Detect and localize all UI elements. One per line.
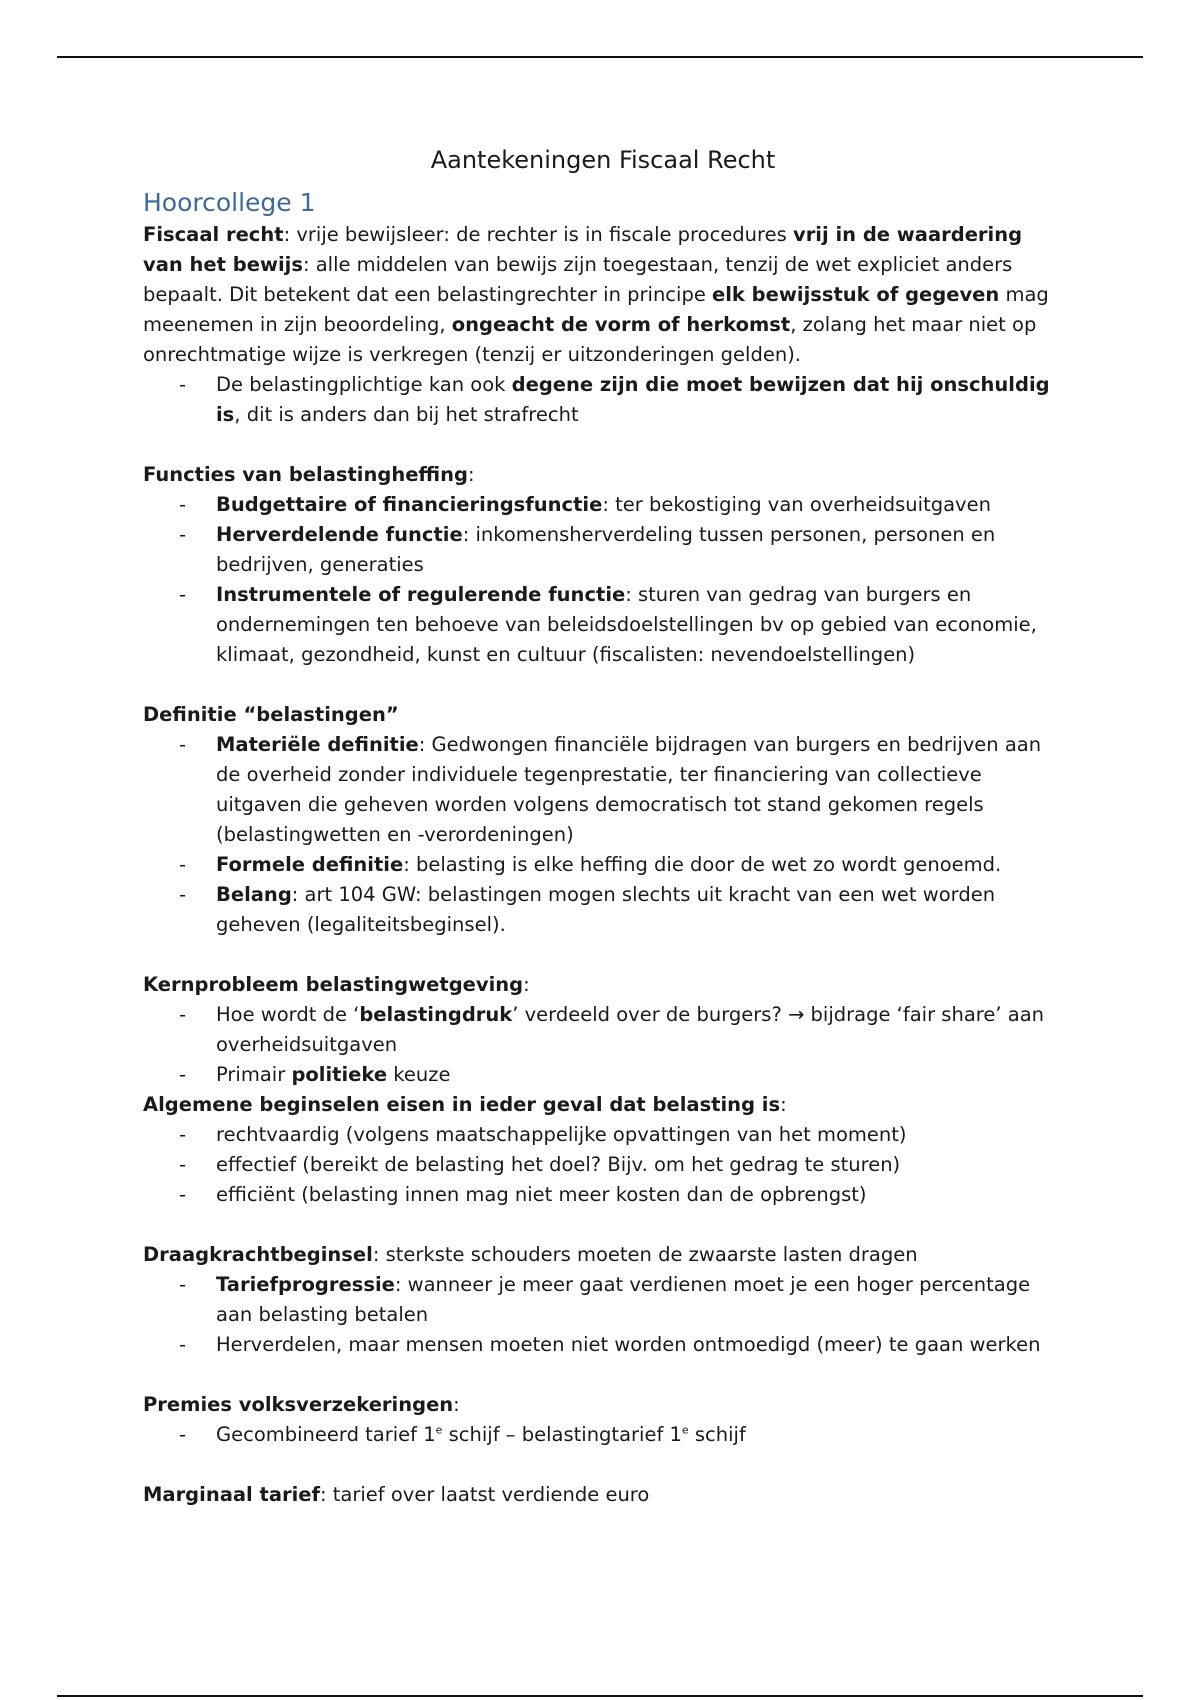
bullet-dash: - xyxy=(179,1423,187,1446)
bullet-dash: - xyxy=(179,583,187,606)
list-item: - Materiële definitie: Gedwongen financiële bijdragen van burgers en bedrijven aan de overheid zonder individuele tegenprestatie, ter financiering van collectieve uitgaven die geheven worden volgens democratisch tot stand gekomen regels (belastingwetten en -verordeningen) xyxy=(143,730,1063,850)
bullet-dash: - xyxy=(179,1153,187,1176)
list-item: - Primair politieke keuze xyxy=(143,1060,1063,1090)
section-heading-hoorcollege: Hoorcollege 1 xyxy=(143,188,316,217)
list-item: - Hoe wordt de ‘belastingdruk’ verdeeld over de burgers? → bijdrage ‘fair share’ aan overheidsuitgaven xyxy=(143,1000,1063,1060)
document-page xyxy=(143,140,1063,1510)
bullet-dash: - xyxy=(179,1123,187,1146)
intro-paragraph: Fiscaal recht: vrije bewijsleer: de rechter is in fiscale procedures vrij in de waardering van het bewijs: alle middelen van bewijs zijn toegestaan, tenzij de wet expliciet anders bepaalt. Dit betekent dat een belastingrechter in principe elk bewijsstuk of gegeven mag meenemen in zijn beoordeling, ongeacht de vorm of herkomst, zolang het maar niet op onrechtmatige wijze is verkregen (tenzij er uitzonderingen gelden). xyxy=(143,223,1049,366)
bullet-dash: - xyxy=(179,1003,187,1026)
list-item: - Herverdelen, maar mensen moeten niet worden ontmoedigd (meer) te gaan werken xyxy=(143,1330,1063,1360)
list-item: - Tariefprogressie: wanneer je meer gaat verdienen moet je een hoger percentage aan belasting betalen xyxy=(143,1270,1063,1330)
bullet-dash: - xyxy=(179,883,187,906)
bullet-dash: - xyxy=(179,373,187,396)
bullet-dash: - xyxy=(179,1273,187,1296)
definitie-list xyxy=(143,730,1063,940)
draagkracht-heading: Draagkrachtbeginsel: sterkste schouders moeten de zwaarste lasten dragen xyxy=(143,1243,918,1266)
list-item: - Herverdelende functie: inkomensherverdeling tussen personen, personen en bedrijven, generaties xyxy=(143,520,1063,580)
functies-heading: Functies van belastingheffing: xyxy=(143,463,475,486)
beginselen-list xyxy=(143,1120,1063,1210)
premies-heading: Premies volksverzekeringen: xyxy=(143,1393,460,1416)
list-item: - Instrumentele of regulerende functie: sturen van gedrag van burgers en ondernemingen ten behoeve van beleidsdoelstellingen bv op gebied van economie, klimaat, gezondheid, kunst en cultuur (fiscalisten: nevendoelstellingen) xyxy=(143,580,1063,670)
list-item: - effectief (bereikt de belasting het doel? Bijv. om het gedrag te sturen) xyxy=(143,1150,1063,1180)
term-fiscaal-recht: Fiscaal recht xyxy=(143,223,284,246)
bullet-dash: - xyxy=(179,1333,187,1356)
bullet-dash: - xyxy=(179,493,187,516)
bullet-dash: - xyxy=(179,733,187,756)
functies-list xyxy=(143,490,1063,670)
document-title: Aantekeningen Fiscaal Recht xyxy=(430,146,776,174)
kernprobleem-heading: Kernprobleem belastingwetgeving: xyxy=(143,973,530,996)
bullet-dash: - xyxy=(179,1063,187,1086)
bullet-dash: - xyxy=(179,853,187,876)
kernprobleem-list xyxy=(143,1000,1063,1090)
list-item: - Budgettaire of financieringsfunctie: ter bekostiging van overheidsuitgaven xyxy=(143,490,1063,520)
bullet-dash: - xyxy=(179,523,187,546)
list-item: - De belastingplichtige kan ook degene zijn die moet bewijzen dat hij onschuldig is, dit is anders dan bij het strafrecht xyxy=(143,370,1063,430)
list-item: - rechtvaardig (volgens maatschappelijke opvattingen van het moment) xyxy=(143,1120,1063,1150)
marginaal-heading: Marginaal tarief: tarief over laatst verdiende euro xyxy=(143,1483,650,1506)
premies-list xyxy=(143,1420,1063,1450)
list-item: - Formele definitie: belasting is elke heffing die door de wet zo wordt genoemd. xyxy=(143,850,1063,880)
beginselen-heading: Algemene beginselen eisen in ieder geval dat belasting is: xyxy=(143,1093,787,1116)
intro-list xyxy=(143,370,1063,430)
draagkracht-list xyxy=(143,1270,1063,1360)
list-item: - Gecombineerd tarief 1e schijf – belastingtarief 1e schijf xyxy=(143,1420,1063,1450)
bullet-dash: - xyxy=(179,1183,187,1206)
list-item: - efficiënt (belasting innen mag niet meer kosten dan de opbrengst) xyxy=(143,1180,1063,1210)
footer-rule xyxy=(57,1695,1143,1697)
definitie-heading: Definitie “belastingen” xyxy=(143,703,399,726)
header-rule xyxy=(57,56,1143,58)
list-item: - Belang: art 104 GW: belastingen mogen slechts uit kracht van een wet worden geheven (legaliteitsbeginsel). xyxy=(143,880,1063,940)
